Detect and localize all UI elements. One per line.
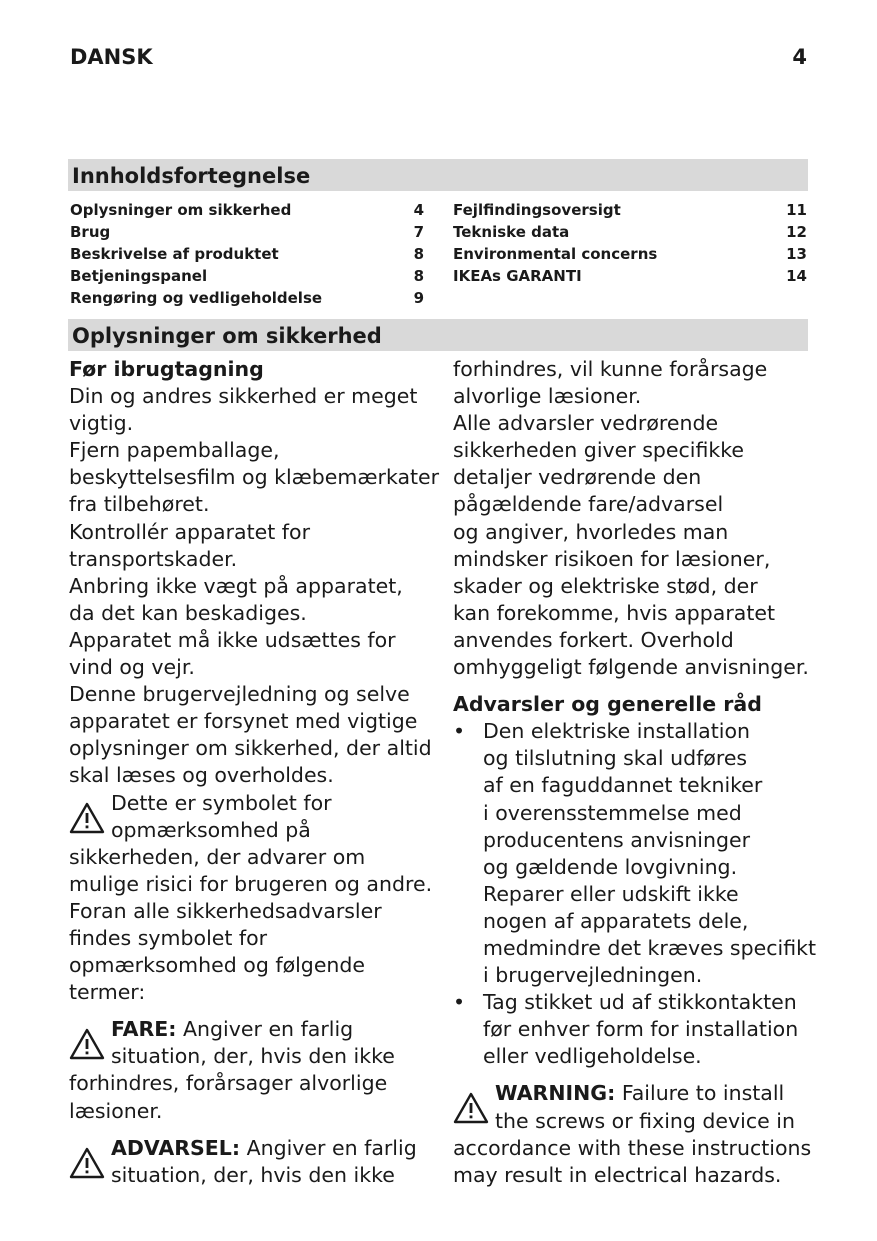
body-line: og angiver, hvorledes man <box>453 519 729 544</box>
toc-entry-page: 8 <box>413 245 424 263</box>
toc-entry[interactable] <box>70 287 424 309</box>
body-line: Fjern papemballage, <box>69 438 280 463</box>
body-line: detaljer vedrørende den <box>453 465 702 490</box>
body-line: opmærksomhed og følgende <box>69 953 366 978</box>
body-line: situation, der, hvis den ikke <box>111 1162 395 1187</box>
attention-symbol-note <box>69 790 439 844</box>
toc-entry-page: 14 <box>786 267 807 285</box>
toc-entry-title: Tekniske data <box>453 223 570 241</box>
body-line: may result in electrical hazards. <box>453 1162 782 1187</box>
toc-entry[interactable] <box>70 265 424 287</box>
body-line: Alle advarsler vedrørende <box>453 411 719 436</box>
toc-left-column <box>70 199 424 309</box>
advarsel-label: ADVARSEL: <box>111 1135 241 1160</box>
body-line: apparatet er forsynet med vigtige <box>69 709 418 734</box>
body-line: Denne brugervejledning og selve <box>69 682 410 707</box>
body-line: omhyggeligt følgende anvisninger. <box>453 655 809 680</box>
toc-entry-page: 12 <box>786 223 807 241</box>
fare-note <box>69 1016 439 1070</box>
body-line: Dette er symbolet for <box>111 790 332 815</box>
toc-entry-title: Beskrivelse af produktet <box>70 245 279 263</box>
body-line: situation, der, hvis den ikke <box>111 1044 395 1069</box>
body-line: medmindre det kræves specifikt <box>483 935 817 960</box>
body-line: læsioner. <box>69 1098 163 1123</box>
body-line: beskyttelsesfilm og klæbemærkater <box>69 465 440 490</box>
body-line: Tag stikket ud af stikkontakten <box>483 990 797 1015</box>
toc-entry-title: Brug <box>70 223 111 241</box>
toc-entry[interactable] <box>70 243 424 265</box>
toc-entry[interactable] <box>70 221 424 243</box>
body-line: opmærksomhed på <box>111 817 311 842</box>
toc-entry[interactable] <box>70 199 424 221</box>
body-line: sikkerheden, der advarer om <box>69 844 366 869</box>
body-line: vigtig. <box>69 411 134 436</box>
body-line: kan forekomme, hvis apparatet <box>453 600 776 625</box>
body-line: mindsker risikoen for læsioner, <box>453 546 771 571</box>
general-advice-heading: Advarsler og generelle råd <box>453 692 762 717</box>
body-line: pågældende fare/advarsel <box>453 492 724 517</box>
right-column <box>453 356 816 1189</box>
warning-triangle-icon <box>69 1028 105 1060</box>
electrical-warning-note <box>453 1080 816 1134</box>
toc-entry-page: 8 <box>413 267 424 285</box>
body-line: Din og andres sikkerhed er meget <box>69 384 418 409</box>
header-language: DANSK <box>70 45 153 69</box>
body-line: nogen af apparatets dele, <box>483 908 749 933</box>
bullet-item <box>453 989 816 1070</box>
body-line: vind og vejr. <box>69 655 195 680</box>
toc-entry[interactable] <box>453 243 807 265</box>
body-line: Kontrollér apparatet for <box>69 519 310 544</box>
body-line: sikkerheden giver specifikke <box>453 438 745 463</box>
toc-right-column <box>453 199 807 287</box>
toc-entry-title: Rengøring og vedligeholdelse <box>70 289 323 307</box>
bullet-icon: • <box>453 990 466 1015</box>
toc-entry-title: Oplysninger om sikkerhed <box>70 201 292 219</box>
toc-title: Innholdsfortegnelse <box>68 159 808 191</box>
body-line: og gældende lovgivning. <box>483 854 738 879</box>
toc-entry[interactable] <box>453 221 807 243</box>
body-line: anvendes forkert. Overhold <box>453 627 734 652</box>
body-line: forhindres, vil kunne forårsage <box>453 357 768 381</box>
body-line: accordance with these instructions <box>453 1135 812 1160</box>
toc-entry-page: 9 <box>413 289 424 307</box>
body-line: eller vedligeholdelse. <box>483 1044 702 1069</box>
toc-entry-page: 13 <box>786 245 807 263</box>
body-line: transportskader. <box>69 546 238 571</box>
warning-label: WARNING: <box>495 1081 616 1106</box>
body-line: alvorlige læsioner. <box>453 384 642 409</box>
page-number: 4 <box>792 45 807 69</box>
body-line: Reparer eller udskift ikke <box>483 881 739 906</box>
toc-entry-title: Betjeningspanel <box>70 267 208 285</box>
body-line: i overensstemmelse med <box>483 800 742 825</box>
body-line: skader og elektriske stød, der <box>453 573 758 598</box>
body-line: Apparatet må ikke udsættes for <box>69 627 396 652</box>
toc-entry-page: 4 <box>413 201 424 219</box>
toc-entry-page: 7 <box>413 223 424 241</box>
body-line: termer: <box>69 980 146 1005</box>
fare-label: FARE: <box>111 1017 177 1042</box>
bullet-item <box>453 718 816 989</box>
advarsel-note <box>69 1135 439 1189</box>
warning-triangle-icon <box>69 802 105 834</box>
body-line: da det kan beskadiges. <box>69 600 307 625</box>
bullet-icon: • <box>453 719 466 744</box>
body-line: findes symbolet for <box>69 925 268 950</box>
body-line: af en faguddannet tekniker <box>483 773 763 798</box>
body-line: før enhver form for installation <box>483 1017 799 1042</box>
warning-triangle-icon <box>453 1092 489 1124</box>
left-column <box>69 356 439 1189</box>
body-line: skal læses og overholdes. <box>69 763 334 788</box>
toc-entry[interactable] <box>453 265 807 287</box>
body-line: Angiver en farlig <box>240 1135 417 1160</box>
body-line: producentens anvisninger <box>483 827 751 852</box>
toc-entry-title: Fejlfindingsoversigt <box>453 201 621 219</box>
body-line: Angiver en farlig <box>176 1017 354 1042</box>
body-line: mulige risici for brugeren og andre. <box>69 871 433 896</box>
body-line: Den elektriske installation <box>483 719 751 744</box>
toc-entry-title: IKEAs GARANTI <box>453 267 582 285</box>
body-line: Failure to install <box>615 1081 785 1106</box>
body-line: fra tilbehøret. <box>69 492 210 517</box>
body-line: i brugervejledningen. <box>483 963 703 988</box>
body-line: Foran alle sikkerhedsadvarsler <box>69 898 382 923</box>
body-line: forhindres, forårsager alvorlige <box>69 1071 388 1096</box>
section-title: Oplysninger om sikkerhed <box>68 319 808 351</box>
body-line: oplysninger om sikkerhed, der altid <box>69 736 432 761</box>
warning-triangle-icon <box>69 1147 105 1179</box>
toc-entry-title: Environmental concerns <box>453 245 658 263</box>
before-use-heading: Før ibrugtagning <box>69 357 264 381</box>
body-line: Anbring ikke vægt på apparatet, <box>69 573 403 598</box>
toc-entry[interactable] <box>453 199 807 221</box>
body-line: og tilslutning skal udføres <box>483 746 748 771</box>
body-line: the screws or fixing device in <box>495 1108 795 1133</box>
toc-entry-page: 11 <box>786 201 807 219</box>
